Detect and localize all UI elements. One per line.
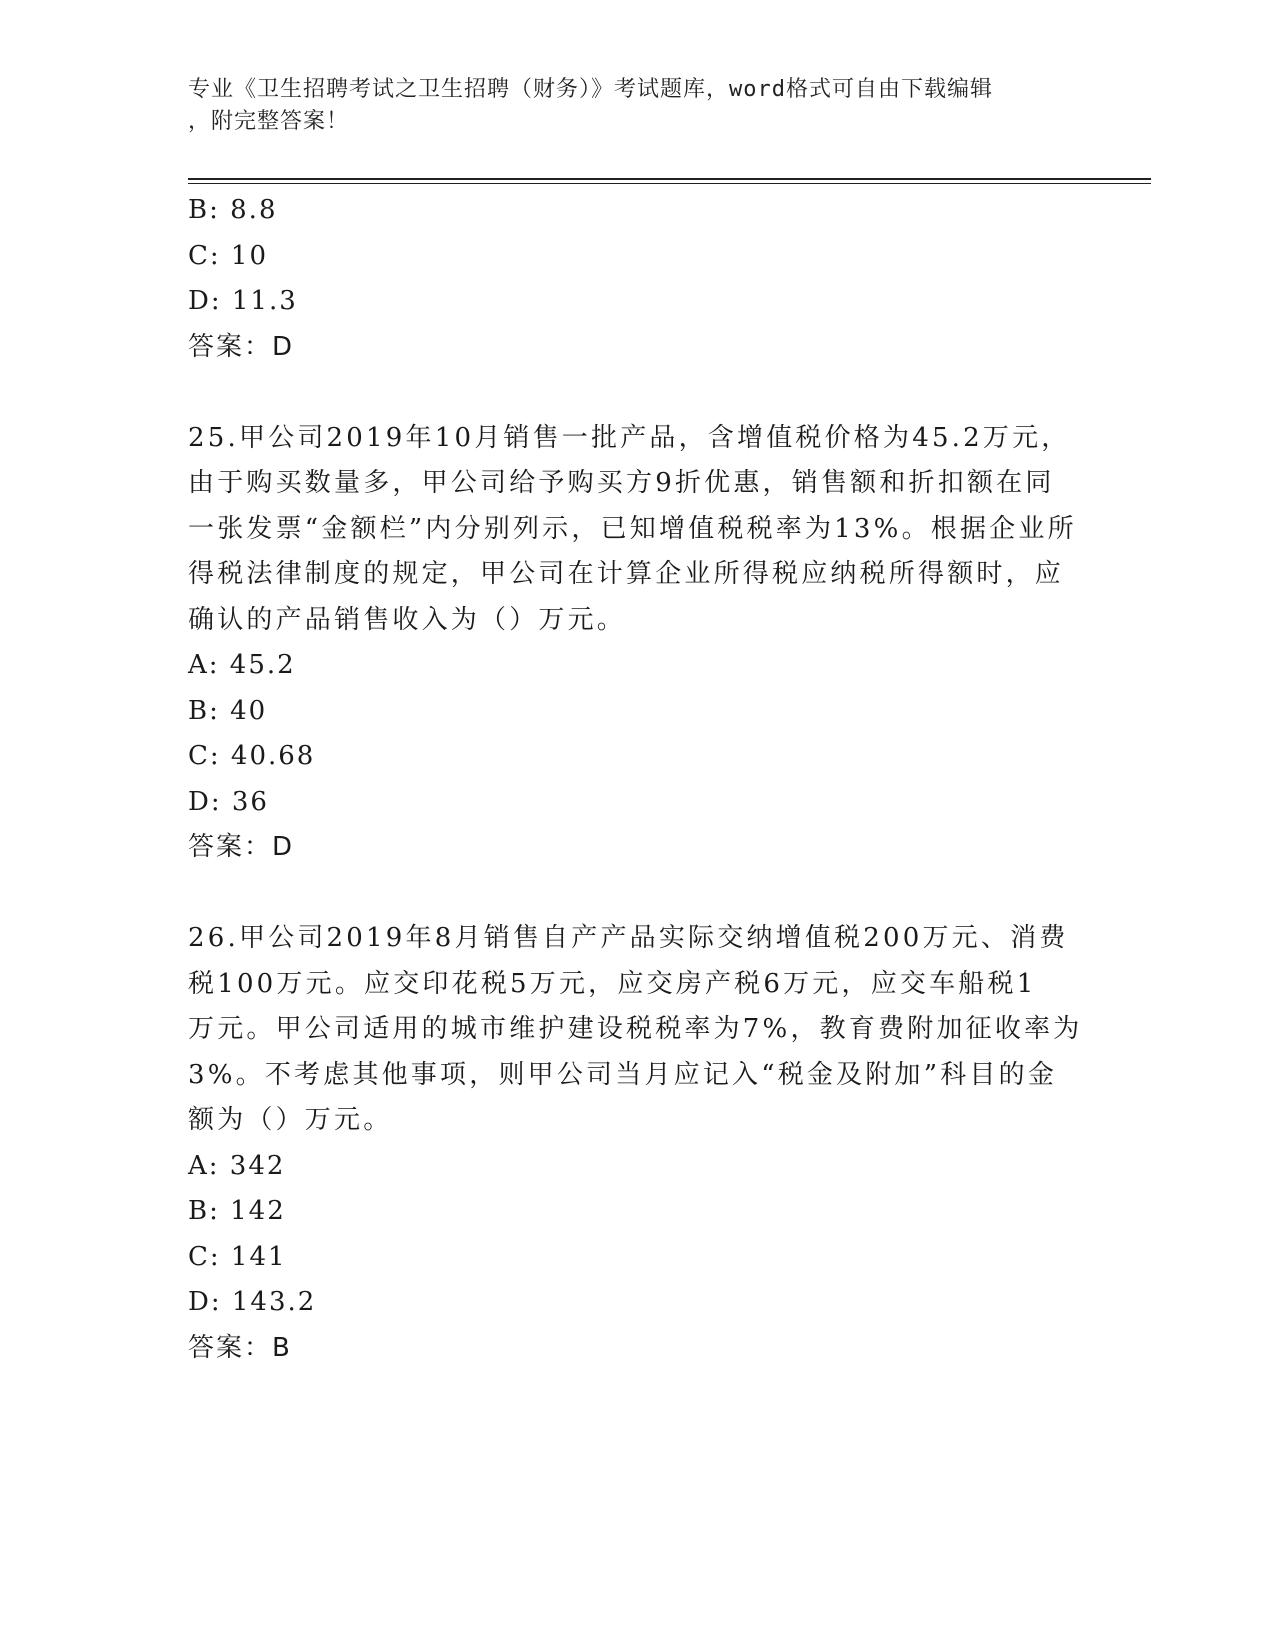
question-text-line: 确认的产品销售收入为（）万元。 [188,604,627,635]
question-text [188,416,1088,644]
question-text-line: 额为（）万元。 [188,1105,393,1135]
option-b: B: 40 [188,695,268,726]
option-c: C: 141 [188,1241,287,1272]
question-content [188,188,1088,1371]
header-rule-thick [188,178,1151,180]
question-text-line: 得税法律制度的规定，甲公司在计算企业所得税应纳税所得额时，应 [188,559,1065,589]
answer-line: 答案：D [188,331,295,362]
option-b: B: 8.8 [188,195,278,225]
question-text-line: 3%。不考虑其他事项，则甲公司当月应记入“税金及附加”科目的金 [188,1059,1058,1090]
answer-line: 答案：B [188,1332,292,1363]
answer-line: 答案：D [188,832,295,862]
question-text-line: 26.甲公司2019年8月销售自产产品实际交纳增值税200万元、消费 [188,923,1069,953]
question-24 [188,188,1088,370]
question-26 [188,916,1088,1371]
option-d: D: 11.3 [188,286,298,316]
page-header [188,74,1068,138]
option-a: A: 342 [188,1150,286,1181]
question-text-line: 万元。甲公司适用的城市维护建设税税率为7%，教育费附加征收率为 [188,1014,1083,1044]
option-d: D: 36 [188,786,269,817]
question-text [188,916,1088,1144]
question-text-line: 税100万元。应交印花税5万元，应交房产税6万元，应交车船税1 [188,968,1037,999]
option-c: C: 10 [188,240,269,271]
option-a: A: 45.2 [188,650,296,680]
question-text-line: 由于购买数量多，甲公司给予购买方9折优惠，销售额和折扣额在同 [188,468,1055,498]
option-b: B: 142 [188,1196,286,1226]
option-c: C: 40.68 [188,741,316,771]
question-25 [188,416,1088,871]
spacer [188,871,1088,917]
header-line-1: 专业《卫生招聘考试之卫生招聘（财务）》考试题库，word格式可自由下载编辑 [188,77,993,102]
header-rule-thin [188,183,1151,184]
question-text-line: 25.甲公司2019年10月销售一批产品，含增值税价格为45.2万元， [188,422,1071,453]
question-text-line: 一张发票“金额栏”内分别列示，已知增值税税率为13%。根据企业所 [188,513,1077,544]
option-d: D: 143.2 [188,1287,317,1317]
spacer [188,370,1088,416]
header-line-2: ，附完整答案！ [188,109,350,134]
